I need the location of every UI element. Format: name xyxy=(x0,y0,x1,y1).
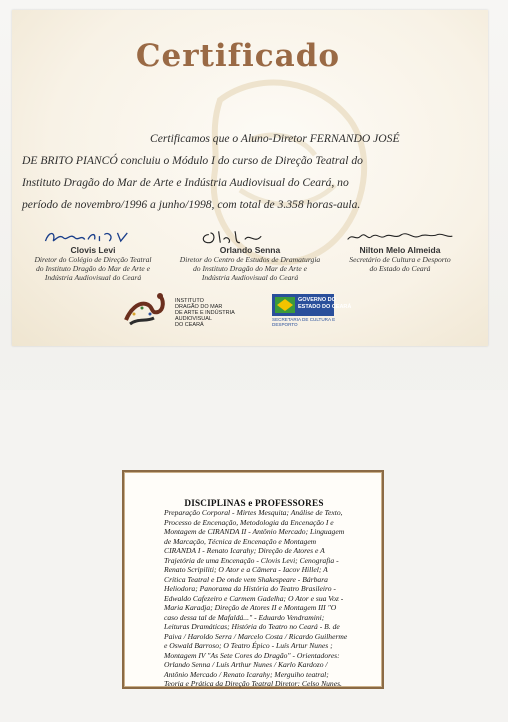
certificate-line-1: Certificamos que o Aluno-Diretor FERNANDO JOSÉ xyxy=(150,132,400,145)
handwritten-signature-2 xyxy=(175,228,295,246)
signature-block-3 xyxy=(330,228,470,273)
discipline-line: Trajetória de uma Encenação - Clovis Levi; Cenografia - xyxy=(164,555,339,565)
handwritten-signature-1 xyxy=(28,228,148,246)
institute-line: INSTITUTO xyxy=(175,298,204,304)
discipline-line: de Marcação, Técnica de Encenação e Montagem xyxy=(164,536,317,546)
discipline-line: Preparação Corporal - Mirtes Mesquita; Análise de Texto, xyxy=(164,508,343,517)
institute-logo-text xyxy=(175,298,235,328)
discipline-line: Edwaldo Cafezeiro e Carmem Gadelha; O Ator e sua Voz - xyxy=(164,593,344,603)
disciplines-title: DISCIPLINAS e PROFESSORES xyxy=(184,498,324,508)
discipline-line: CIRANDA I - Renato Icarahy; Direção de Atores e A xyxy=(164,546,325,555)
signature-block-2 xyxy=(175,228,325,282)
government-line: ESTADO DO CEARÁ xyxy=(298,304,352,310)
signer-role-2a: Diretor do Centro de Estudos de Dramaturgia xyxy=(179,255,321,264)
handwritten-signature-3 xyxy=(330,228,470,246)
certificate-line-4: período de novembro/1996 a junho/1998, com total de 3.358 horas-aula. xyxy=(22,198,361,211)
discipline-line: Processo de Encenação, Metodologia da Encenação I e xyxy=(164,517,334,527)
signer-role-3b: do Estado do Ceará xyxy=(369,264,431,273)
discipline-line: Antônio Mercado / Renato Icarahy; Merguiho teatral; xyxy=(164,669,329,679)
discipline-line: Orlando Senna / Luís Arthur Nunes / Karlo Kardozo / xyxy=(164,660,328,669)
discipline-line: Leituras Dramáticas; História do Teatro no Ceará - B. de xyxy=(164,622,340,631)
government-emblem-icon xyxy=(275,297,295,313)
dragao-do-mar-logo-icon xyxy=(120,290,172,332)
discipline-line: Renato Scripiliti; O Ator e a Câmera - Iacov Hillel; A xyxy=(164,565,328,574)
signer-role-3a: Secretário de Cultura e Desporto xyxy=(349,255,451,264)
discipline-line: caso dessa tal de Mafaldá..." - Eduardo Vendramini; xyxy=(164,612,325,622)
government-logo xyxy=(272,294,358,327)
discipline-line: Heliodora; Panorama da História do Teatro Brasileiro - xyxy=(164,584,336,593)
signer-role-2c: Indústria Audiovisual do Ceará xyxy=(201,273,299,282)
signer-role-1c: Indústria Audiovisual do Ceará xyxy=(44,273,142,282)
government-line: GOVERNO DO xyxy=(298,297,336,303)
certificate-line-3: Instituto Dragão do Mar de Arte e Indústria Audiovisual do Ceará, no xyxy=(22,176,349,189)
certificate-line-2: DE BRITO PIANCÓ concluiu o Módulo I do curso de Direção Teatral do xyxy=(22,154,363,167)
signer-name-2: Orlando Senna xyxy=(219,245,281,255)
discipline-line: Montagem IV "As Sete Cores do Dragão" - Orientadores: xyxy=(164,650,340,660)
discipline-line: Maria Karadja; Direção de Atores II e Montagem III "O xyxy=(164,603,337,612)
discipline-line: Teoria e Prática da Direção Teatral Diretor: Celso Nunes. xyxy=(164,679,342,688)
discipline-line: Crítica Teatral e De onde vem Shakespeare - Bárbara xyxy=(164,574,328,584)
institute-line: AUDIOVISUAL xyxy=(175,316,212,322)
institute-line: DO CEARÁ xyxy=(175,322,204,328)
discipline-line: e Oswald Barroso; O Teatro Épico - Luís Artur Nunes ; xyxy=(164,641,333,650)
institute-line: DRAGÃO DO MAR xyxy=(175,304,223,310)
government-subtitle: SECRETARIA DE CULTURA E DESPORTO xyxy=(272,317,336,327)
institute-line: DE ARTE E INDÚSTRIA xyxy=(175,310,235,316)
certificate-body xyxy=(22,128,442,216)
discipline-line: Paiva / Haroldo Serra / Marcelo Costa / Ricardo Guilherme xyxy=(164,631,348,641)
signer-name-1: Clovis Levi xyxy=(70,245,116,255)
government-logo-text xyxy=(298,297,351,311)
signer-role-1b: do Instituto Dragão do Mar de Arte e xyxy=(36,264,150,273)
signer-name-3: Nilton Melo Almeida xyxy=(359,245,441,255)
discipline-line: Montagem de CIRANDA II - Antônio Mercado; Linguagem xyxy=(164,527,345,536)
signer-role-1a: Diretor do Colégio de Direção Teatral xyxy=(34,255,152,264)
disciplines-text xyxy=(164,508,362,689)
signer-role-2b: do Instituto Dragão do Mar de Arte e xyxy=(193,264,307,273)
signature-block-1 xyxy=(28,228,158,282)
certificate-title: Certificado xyxy=(135,38,341,74)
